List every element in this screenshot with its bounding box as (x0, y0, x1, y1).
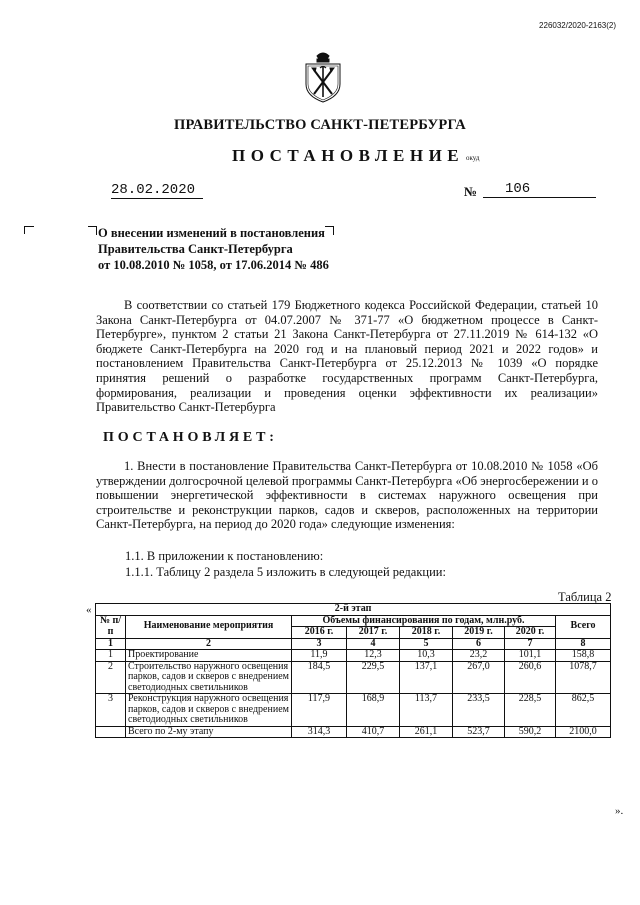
row-no (96, 726, 126, 738)
row-name: Проектирование (126, 650, 292, 662)
preamble (96, 298, 598, 415)
resolves-heading: ПОСТАНОВЛЯЕТ: (103, 430, 278, 445)
row-value: 260,6 (505, 661, 556, 694)
table-caption: Таблица 2 (558, 590, 612, 604)
corner-mark-left (24, 226, 34, 234)
year-header: 2019 г. (453, 627, 505, 639)
row-no: 2 (96, 661, 126, 694)
row-value: 12,3 (347, 650, 400, 662)
row-no: 3 (96, 694, 126, 727)
subject-line-2: Правительства Санкт-Петербурга (98, 242, 293, 256)
row-value: 23,2 (453, 650, 505, 662)
stage-header: 2-й этап (96, 604, 611, 616)
decree-number: 106 (483, 181, 596, 198)
row-value: 10,3 (400, 650, 453, 662)
col-name-header: Наименование мероприятия (126, 615, 292, 638)
row-value: 410,7 (347, 726, 400, 738)
row-value: 523,7 (453, 726, 505, 738)
row-value: 590,2 (505, 726, 556, 738)
row-value: 229,5 (347, 661, 400, 694)
document-number: 226032/2020-2163(2) (539, 21, 616, 30)
col-number: 5 (400, 638, 453, 650)
row-value: 228,5 (505, 694, 556, 727)
col-funding-header: Объемы финансирования по годам, млн.руб. (292, 615, 556, 627)
year-header: 2020 г. (505, 627, 556, 639)
row-value: 168,9 (347, 694, 400, 727)
subject-line-3: от 10.08.2010 № 1058, от 17.06.2014 № 486 (98, 258, 329, 272)
col-number: 7 (505, 638, 556, 650)
item-1-1: 1.1. В приложении к постановлению: (125, 549, 324, 563)
row-value: 113,7 (400, 694, 453, 727)
col-number: 1 (96, 638, 126, 650)
col-number: 4 (347, 638, 400, 650)
corner-mark-title-left (88, 226, 97, 235)
col-total-header: Всего (556, 615, 611, 638)
table-row (96, 661, 611, 694)
row-value: 233,5 (453, 694, 505, 727)
row-total: 158,8 (556, 650, 611, 662)
okud-label: окуд (466, 154, 480, 162)
row-value: 261,1 (400, 726, 453, 738)
col-no-header: № п/п (96, 615, 126, 638)
col-number: 3 (292, 638, 347, 650)
subject-line-1: О внесении изменений в постановления (98, 226, 325, 240)
table-row (96, 694, 611, 727)
col-number: 2 (126, 638, 292, 650)
funding-table (95, 603, 611, 738)
row-value: 184,5 (292, 661, 347, 694)
row-name: Строительство наружного освещения парков, садов и скверов с внедрением светодиодных светильников (126, 661, 292, 694)
item-1-1-1: 1.1.1. Таблицу 2 раздела 5 изложить в следующей редакции: (125, 565, 446, 579)
table-row (96, 650, 611, 662)
decree-date: 28.02.2020 (111, 182, 203, 199)
row-value: 101,1 (505, 650, 556, 662)
item-1-text: 1. Внести в постановление Правительства Санкт-Петербурга от 10.08.2010 № 1058 «Об утверждении долгосрочной целевой программы Санкт-Петербурга «Об энергосбережении и о повышении энергетической эффективности в системах наружного освещения при строительстве и реконструкции парков, садов и скверов, расположенных на территории Санкт-Петербурга, на период до 2020 года» следующие изменения: (96, 459, 598, 532)
table-row-total (96, 726, 611, 738)
row-value: 117,9 (292, 694, 347, 727)
row-value: 11,9 (292, 650, 347, 662)
government-name: ПРАВИТЕЛЬСТВО САНКТ-ПЕТЕРБУРГА (174, 117, 466, 133)
year-header: 2016 г. (292, 627, 347, 639)
row-value: 267,0 (453, 661, 505, 694)
item-1 (96, 459, 598, 532)
decree-heading: ПОСТАНОВЛЕНИЕ (232, 146, 465, 165)
col-number: 8 (556, 638, 611, 650)
row-value: 137,1 (400, 661, 453, 694)
row-name: Реконструкция наружного освещения парков, садов и скверов с внедрением светодиодных светильников (126, 694, 292, 727)
row-total: 1078,7 (556, 661, 611, 694)
quote-close: ». (615, 805, 624, 817)
year-header: 2017 г. (347, 627, 400, 639)
row-total: 862,5 (556, 694, 611, 727)
quote-open: « (86, 604, 92, 616)
preamble-text: В соответствии со статьей 179 Бюджетного кодекса Российской Федерации, статьей 10 Закона Санкт-Петербурга от 04.07.2007 № 371-77 «О бюджетном процессе в Санкт-Петербурге», пунктом 2 статьи 21 Закона Санкт-Петербурга от 27.11.2019 № 614-132 «О бюджете Санкт-Петербурга на 2020 год и на плановый период 2021 и 2022 годов» и постановлением Правительства Санкт-Петербурга от 25.12.2013 № 1039 «О порядке принятия решений о разработке государственных программ Санкт-Петербурга, формирования, реализации и проведения оценки эффективности их реализации» Правительство Санкт-Петербурга (96, 298, 598, 415)
decree-subject (98, 225, 329, 273)
row-no: 1 (96, 650, 126, 662)
number-label: № (464, 184, 478, 199)
emblem-icon (303, 50, 343, 104)
year-header: 2018 г. (400, 627, 453, 639)
col-number: 6 (453, 638, 505, 650)
row-value: 314,3 (292, 726, 347, 738)
row-total: 2100,0 (556, 726, 611, 738)
row-name: Всего по 2-му этапу (126, 726, 292, 738)
